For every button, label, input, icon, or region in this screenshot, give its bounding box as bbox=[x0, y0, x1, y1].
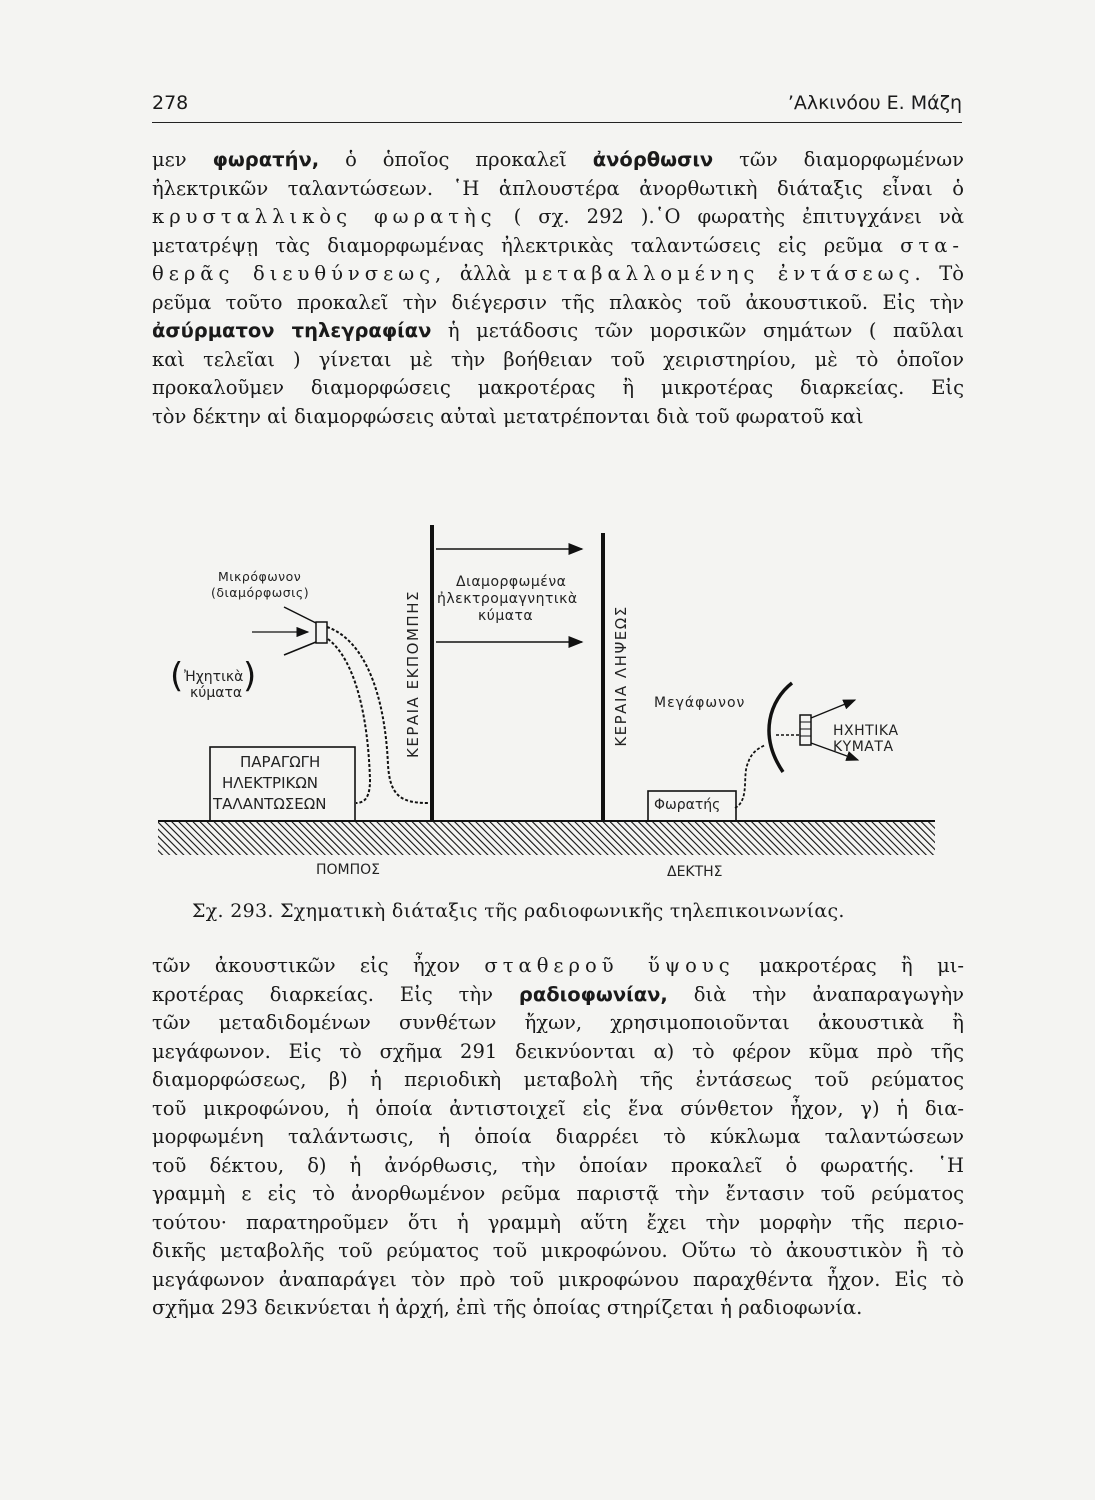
microphone-label: Μικρόφωνον bbox=[218, 569, 302, 584]
receive-antenna-label: ΚΕΡΑΙΑ ΛΗΨΕΩΣ bbox=[612, 605, 630, 747]
generator-label-2: ΗΛΕΚΤΡΙΚΩΝ bbox=[222, 774, 319, 792]
text-line bbox=[152, 1180, 964, 1209]
text-run: ρεῦμα τοῦτο προκαλεῖ τὴν διέγερσιν τῆς πλακὸς τοῦ ἀκουστικοῦ. Εἰς τὴν bbox=[152, 290, 964, 314]
spaced-emphasis: σταθεροῦ ὕψους bbox=[484, 954, 735, 977]
sound-waves-in-label-2: κύματα bbox=[190, 685, 243, 701]
text-run: μακροτέρας ἢ μι- bbox=[734, 954, 964, 977]
text-run: μεν bbox=[152, 148, 213, 171]
spaced-emphasis: μεταβαλλομένης ἐντάσεως. bbox=[524, 262, 926, 285]
text-line bbox=[152, 374, 964, 403]
sound-waves-out-label-1: ΗΧΗΤΙΚΑ bbox=[833, 723, 899, 739]
text-run: σχῆμα 293 δεικνύεται ἡ ἀρχή, ἐπὶ τῆς ὁποίας στηρίζεται ἡ ραδιοφωνία. bbox=[152, 1296, 863, 1319]
text-run: διὰ τὴν ἀναπαραγωγὴν bbox=[667, 982, 965, 1006]
text-line bbox=[152, 232, 964, 261]
text-line bbox=[152, 1123, 964, 1152]
svg-text:): ) bbox=[243, 656, 257, 696]
text-line bbox=[152, 203, 964, 232]
figure-caption: Σχ. 293. Σχηματικὴ διάταξις τῆς ραδιοφωνικῆς τηλεπικοινωνίας. bbox=[192, 900, 845, 922]
text-run: μορφωμένη ταλάντωσις, ἡ ὁποία διαρρέει τὸ κύκλωμα ταλαντώσεων bbox=[152, 1125, 964, 1148]
text-line bbox=[152, 175, 964, 204]
text-run: Τὸ bbox=[925, 262, 964, 285]
text-line bbox=[152, 1152, 964, 1181]
bold-term: ἀσύρματον τηλεγραφίαν bbox=[152, 319, 432, 342]
text-line bbox=[152, 952, 964, 981]
loudspeaker-cone-icon bbox=[769, 683, 792, 772]
microphone-cable-coil-inner bbox=[328, 639, 370, 803]
text-run: μετατρέψῃ τὰς διαμορφωμένας ἠλεκτρικὰς ταλαντώσεις εἰς ρεῦμα bbox=[152, 233, 901, 257]
paragraph-bottom bbox=[152, 952, 964, 1323]
detector-label: Φωρατής bbox=[654, 797, 721, 813]
text-run: δικῆς μεταβολῆς τοῦ ρεύματος τοῦ μικροφώνου. Οὕτω τὸ ἀκουστικὸν ἢ τὸ bbox=[152, 1239, 964, 1262]
bold-term: φωρατήν, bbox=[212, 148, 320, 171]
sound-waves-out-label-2: ΚΥΜΑΤΑ bbox=[833, 739, 894, 755]
text-run: τούτου· παρατηροῦμεν ὅτι ἡ γραμμὴ αὕτη ἔχει τὴν μορφὴν τῆς περιο- bbox=[152, 1210, 964, 1234]
text-run: κροτέρας διαρκείας. Εἰς τὴν bbox=[152, 982, 519, 1006]
text-line bbox=[152, 260, 964, 289]
text-run: ( σχ. 292 ).῾Ο φωρατὴς ἐπιτυγχάνει νὰ bbox=[496, 205, 964, 228]
text-line bbox=[152, 1266, 964, 1295]
ground-hatching bbox=[158, 822, 935, 855]
text-run: τῶν διαμορφωμένων bbox=[713, 148, 965, 171]
figure-293-radio-diagram bbox=[150, 525, 950, 885]
text-line bbox=[152, 346, 964, 375]
text-run: καὶ τελεῖαι ) γίνεται μὲ τὴν βοήθειαν τοῦ χειριστηρίου, μὲ τὸ ὁποῖον bbox=[152, 347, 964, 371]
text-line bbox=[152, 981, 964, 1010]
loudspeaker-label: Μεγάφωνον bbox=[654, 695, 746, 711]
sound-waves-in-label-1: Ἠχητικὰ bbox=[184, 669, 244, 685]
text-run: μεγάφωνον ἀναπαράγει τὸν πρὸ τοῦ μικροφώνου παραχθέντα ἦχον. Εἰς τὸ bbox=[152, 1267, 964, 1291]
text-line bbox=[152, 1038, 964, 1067]
text-line bbox=[152, 403, 964, 432]
text-line bbox=[152, 1009, 964, 1038]
text-line bbox=[152, 289, 964, 318]
text-line bbox=[152, 1209, 964, 1238]
text-run: μεγάφωνον. Εἰς τὸ σχῆμα 291 δεικνύονται α) τὸ φέρον κῦμα πρὸ τῆς bbox=[152, 1039, 964, 1063]
microphone-icon bbox=[316, 622, 327, 643]
generator-label-1: ΠΑΡΑΓΩΓΗ bbox=[240, 753, 321, 771]
text-run: τοῦ δέκτου, δ) ἡ ἀνόρθωσις, τὴν ὁποίαν προκαλεῖ ὁ φωρατής. ῾Η bbox=[152, 1153, 964, 1177]
spaced-emphasis: στα- bbox=[900, 233, 964, 257]
text-run: τῶν μεταδιδομένων συνθέτων ἤχων, χρησιμοποιοῦνται ἀκουστικὰ ἢ bbox=[152, 1011, 964, 1034]
text-run: διαμορφώσεως, β) ἡ περιοδικὴ μεταβολὴ τῆς ἐντάσεως τοῦ ρεύματος bbox=[152, 1068, 964, 1091]
generator-label-3: ΤΑΛΑΝΤΩΣΕΩΝ bbox=[213, 795, 327, 813]
modulated-waves-label-2: ἠλεκτρομαγνητικὰ bbox=[437, 591, 578, 607]
text-run: τὸν δέκτην αἱ διαμορφώσεις αὐταὶ μετατρέπονται διὰ τοῦ φωρατοῦ καὶ bbox=[152, 404, 864, 428]
page-number: 278 bbox=[152, 92, 189, 114]
transmitter-label: ΠΟΜΠΟΣ bbox=[316, 862, 381, 878]
spaced-emphasis: θερᾶς διευθύνσεως, bbox=[152, 262, 447, 285]
text-run: ἠλεκτρικῶν ταλαντώσεων. ῾Η ἁπλουστέρα ἀνορθωτικὴ διάταξις εἶναι ὁ bbox=[152, 176, 964, 200]
text-run: τῶν ἀκουστικῶν εἰς ἦχον bbox=[152, 954, 485, 977]
text-line bbox=[152, 1237, 964, 1266]
paragraph-top bbox=[152, 146, 964, 431]
text-line bbox=[152, 1066, 964, 1095]
modulation-label: (διαμόρφωσις) bbox=[211, 585, 310, 600]
text-line bbox=[152, 1294, 964, 1323]
receiver-label: ΔΕΚΤΗΣ bbox=[667, 864, 723, 880]
bold-term: ἀνόρθωσιν bbox=[592, 148, 714, 171]
text-line bbox=[152, 317, 964, 346]
running-header bbox=[152, 92, 962, 123]
text-run: τοῦ μικροφώνου, ἡ ὁποία ἀντιστοιχεῖ εἰς ἕνα σύνθετον ἦχον, γ) ἡ δια- bbox=[152, 1096, 964, 1120]
text-line bbox=[152, 1095, 964, 1124]
modulated-waves-label-1: Διαμορφωμένα bbox=[456, 574, 567, 590]
text-line bbox=[152, 146, 964, 175]
running-title-author: ’Αλκινόου Ε. Μάζη bbox=[787, 92, 962, 114]
text-run: προκαλοῦμεν διαμορφώσεις μακροτέρας ἢ μικροτέρας διαρκείας. Εἰς bbox=[152, 376, 964, 399]
svg-text:(: ( bbox=[170, 656, 184, 696]
text-run: γραμμὴ ε εἰς τὸ ἀνορθωμένον ρεῦμα παριστᾷ τὴν ἔντασιν τοῦ ρεύματος bbox=[152, 1182, 964, 1205]
transmit-antenna-label: ΚΕΡΑΙΑ ΕΚΠΟΜΠΗΣ bbox=[404, 590, 422, 758]
spaced-emphasis: κρυσταλλικὸς φωρατὴς bbox=[152, 205, 497, 228]
text-run: ἀλλὰ bbox=[446, 262, 525, 285]
text-run: ἡ μετάδοσις τῶν μορσικῶν σημάτων ( παῦλαι bbox=[431, 319, 964, 342]
bold-term: ραδιοφωνίαν, bbox=[518, 982, 668, 1006]
text-run: ὁ ὁποῖος προκαλεῖ bbox=[319, 148, 593, 171]
modulated-waves-label-3: κύματα bbox=[478, 608, 534, 624]
